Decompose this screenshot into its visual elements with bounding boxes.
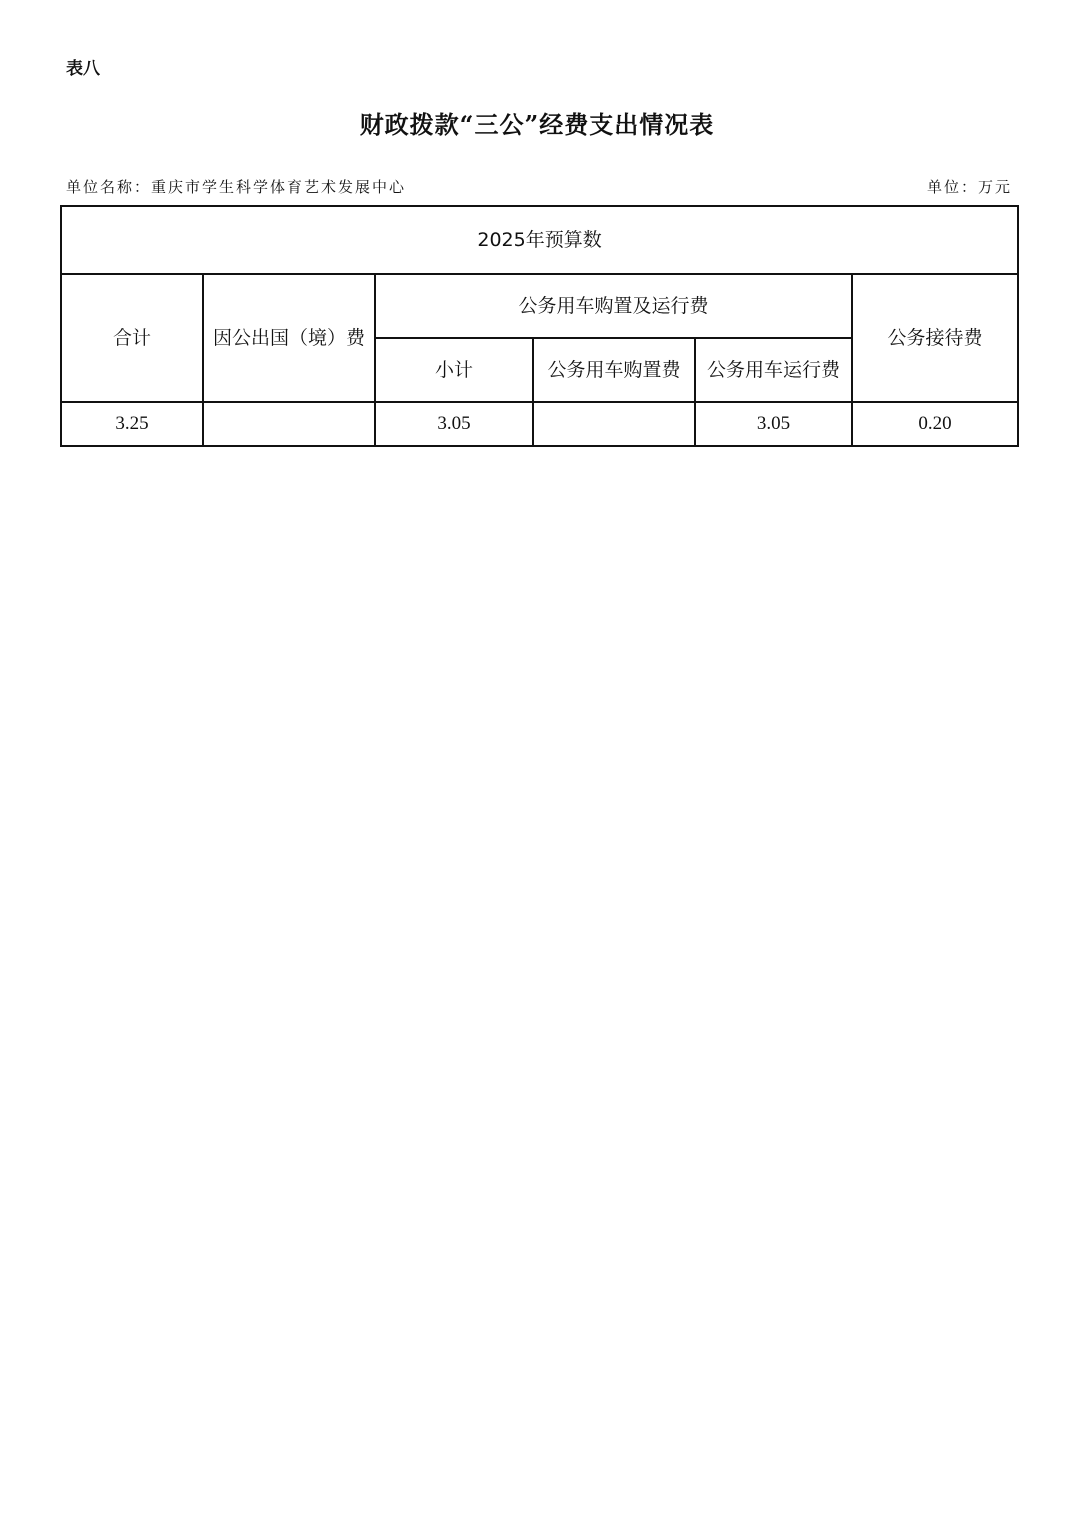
col-header-vehicle-purchase: 公务用车购置费: [533, 338, 695, 402]
col-header-vehicle-operation: 公务用车运行费: [695, 338, 852, 402]
table-row-header: [61, 274, 1018, 338]
three-public-expenses-table: [60, 205, 1019, 447]
table-row-year: [61, 206, 1018, 274]
cell-vehicle-subtotal: 3.05: [375, 402, 533, 446]
document-title: 财政拨款“三公”经费支出情况表: [359, 110, 715, 139]
unit-name: 单位名称：重庆市学生科学体育艺术发展中心: [66, 178, 407, 196]
cell-reception: 0.20: [852, 402, 1018, 446]
cell-total: 3.25: [61, 402, 203, 446]
col-header-reception: 公务接待费: [852, 274, 1018, 402]
col-header-vehicle-group: 公务用车购置及运行费: [375, 274, 852, 338]
meta-row: [66, 176, 1012, 197]
currency-unit: 单位：万元: [926, 178, 1012, 196]
table-row: [61, 402, 1018, 446]
cell-vehicle-operation: 3.05: [695, 402, 852, 446]
col-header-vehicle-subtotal: 小计: [375, 338, 533, 402]
year-header: 2025年预算数: [61, 206, 1018, 274]
col-header-total: 合计: [61, 274, 203, 402]
cell-overseas: [203, 402, 375, 446]
cell-vehicle-purchase: [533, 402, 695, 446]
table-number: 表八: [66, 59, 100, 79]
col-header-overseas: 因公出国（境）费: [203, 274, 375, 402]
